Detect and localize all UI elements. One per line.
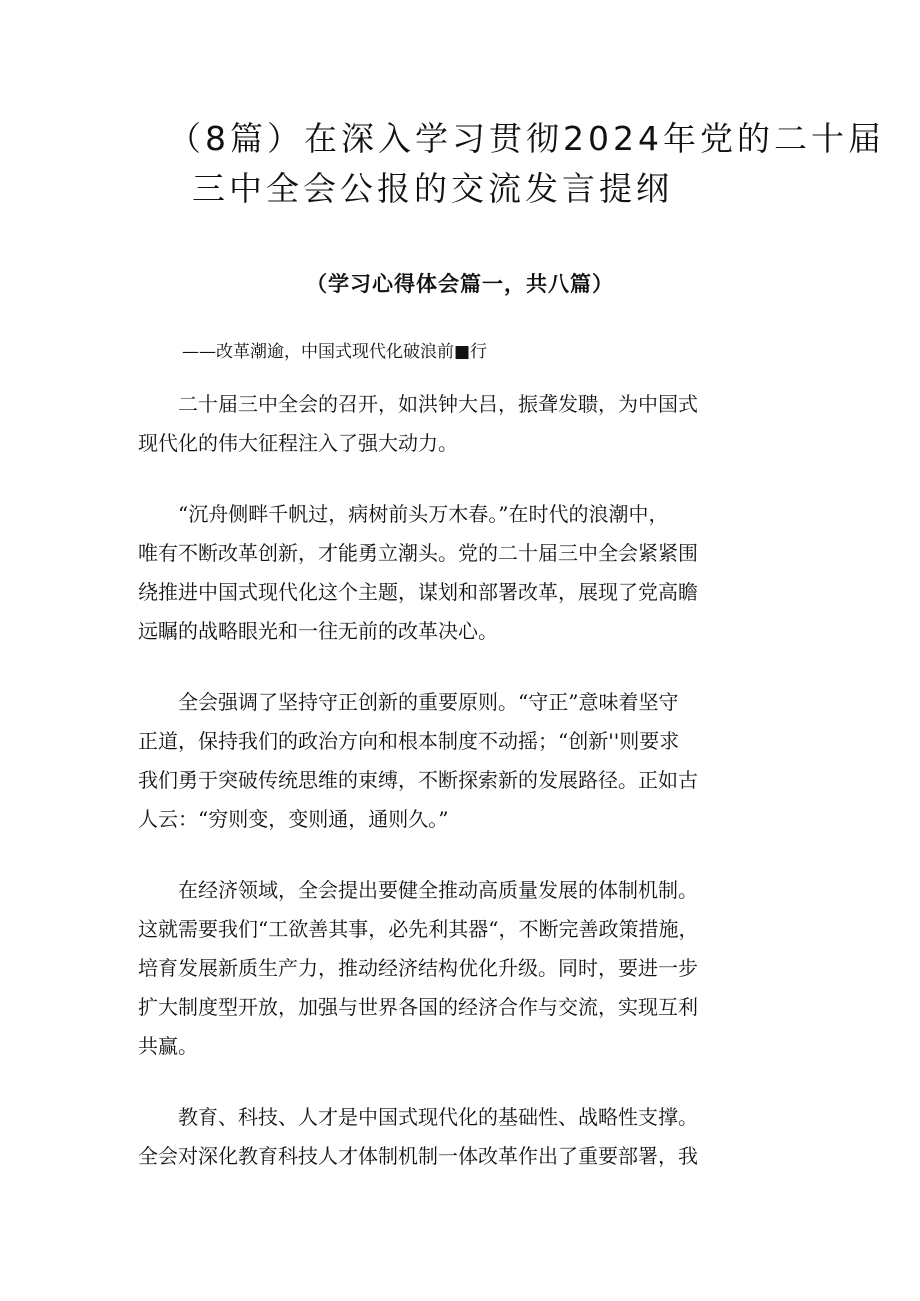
paragraph-line: 培育发展新质生产力，推动经济结构优化升级。同时，要进一步 xyxy=(138,956,698,980)
paragraph xyxy=(138,495,788,651)
paragraph-line: 共赢。 xyxy=(138,1034,198,1058)
document-byline: ——改革潮逾，中国式现代化破浪前■行 xyxy=(182,342,488,362)
paragraph-line: 全会对深化教育科技人才体制机制一体改革作出了重要部署，我 xyxy=(138,1144,698,1168)
paragraph xyxy=(138,1098,788,1176)
paragraph-line: 教育、科技、人才是中国式现代化的基础性、战略性支撑。 xyxy=(138,1105,698,1129)
document-title-line-1: （8篇）在深入学习贯彻2024年党的二十届 xyxy=(168,119,885,158)
paragraph-line: 现代化的伟大征程注入了强大动力。 xyxy=(138,431,458,455)
paragraph-line: 唯有不断改革创新，才能勇立潮头。党的二十届三中全会紧紧围 xyxy=(138,541,698,565)
paragraph-line: 人云：“穷则变，变则通，通则久。” xyxy=(138,807,449,831)
paragraph xyxy=(138,385,788,463)
paragraph-line: 全会强调了坚持守正创新的重要原则。“守正”意味着坚守 xyxy=(138,690,679,714)
paragraph-line: 这就需要我们“工欲善其事，必先利其器“，不断完善政策措施， xyxy=(138,917,699,941)
document-body xyxy=(138,385,788,1176)
paragraph-line: 在经济领域，全会提出要健全推动高质量发展的体制机制。 xyxy=(138,878,698,902)
paragraph xyxy=(138,871,788,1066)
paragraph xyxy=(138,683,788,839)
document-title-line-2: 三中全会公报的交流发言提纲 xyxy=(192,169,673,208)
paragraph-line: 正道，保持我们的政治方向和根本制度不动摇；“创新''则要求 xyxy=(138,729,680,753)
paragraph-line: 绕推进中国式现代化这个主题，谋划和部署改革，展现了党高瞻 xyxy=(138,580,698,604)
document-subtitle: （学习心得体会篇一，共八篇） xyxy=(306,272,614,296)
paragraph-line: 远瞩的战略眼光和一往无前的改革决心。 xyxy=(138,619,498,643)
paragraph-line: 扩大制度型开放，加强与世界各国的经济合作与交流，实现互利 xyxy=(138,995,698,1019)
paragraph-line: 我们勇于突破传统思维的束缚，不断探索新的发展路径。正如古 xyxy=(138,768,698,792)
paragraph-line: 二十届三中全会的召开，如洪钟大吕，振聋发聩，为中国式 xyxy=(138,392,698,416)
paragraph-line: “沉舟侧畔千帆过，病树前头万木春。”在时代的浪潮中， xyxy=(138,502,669,526)
